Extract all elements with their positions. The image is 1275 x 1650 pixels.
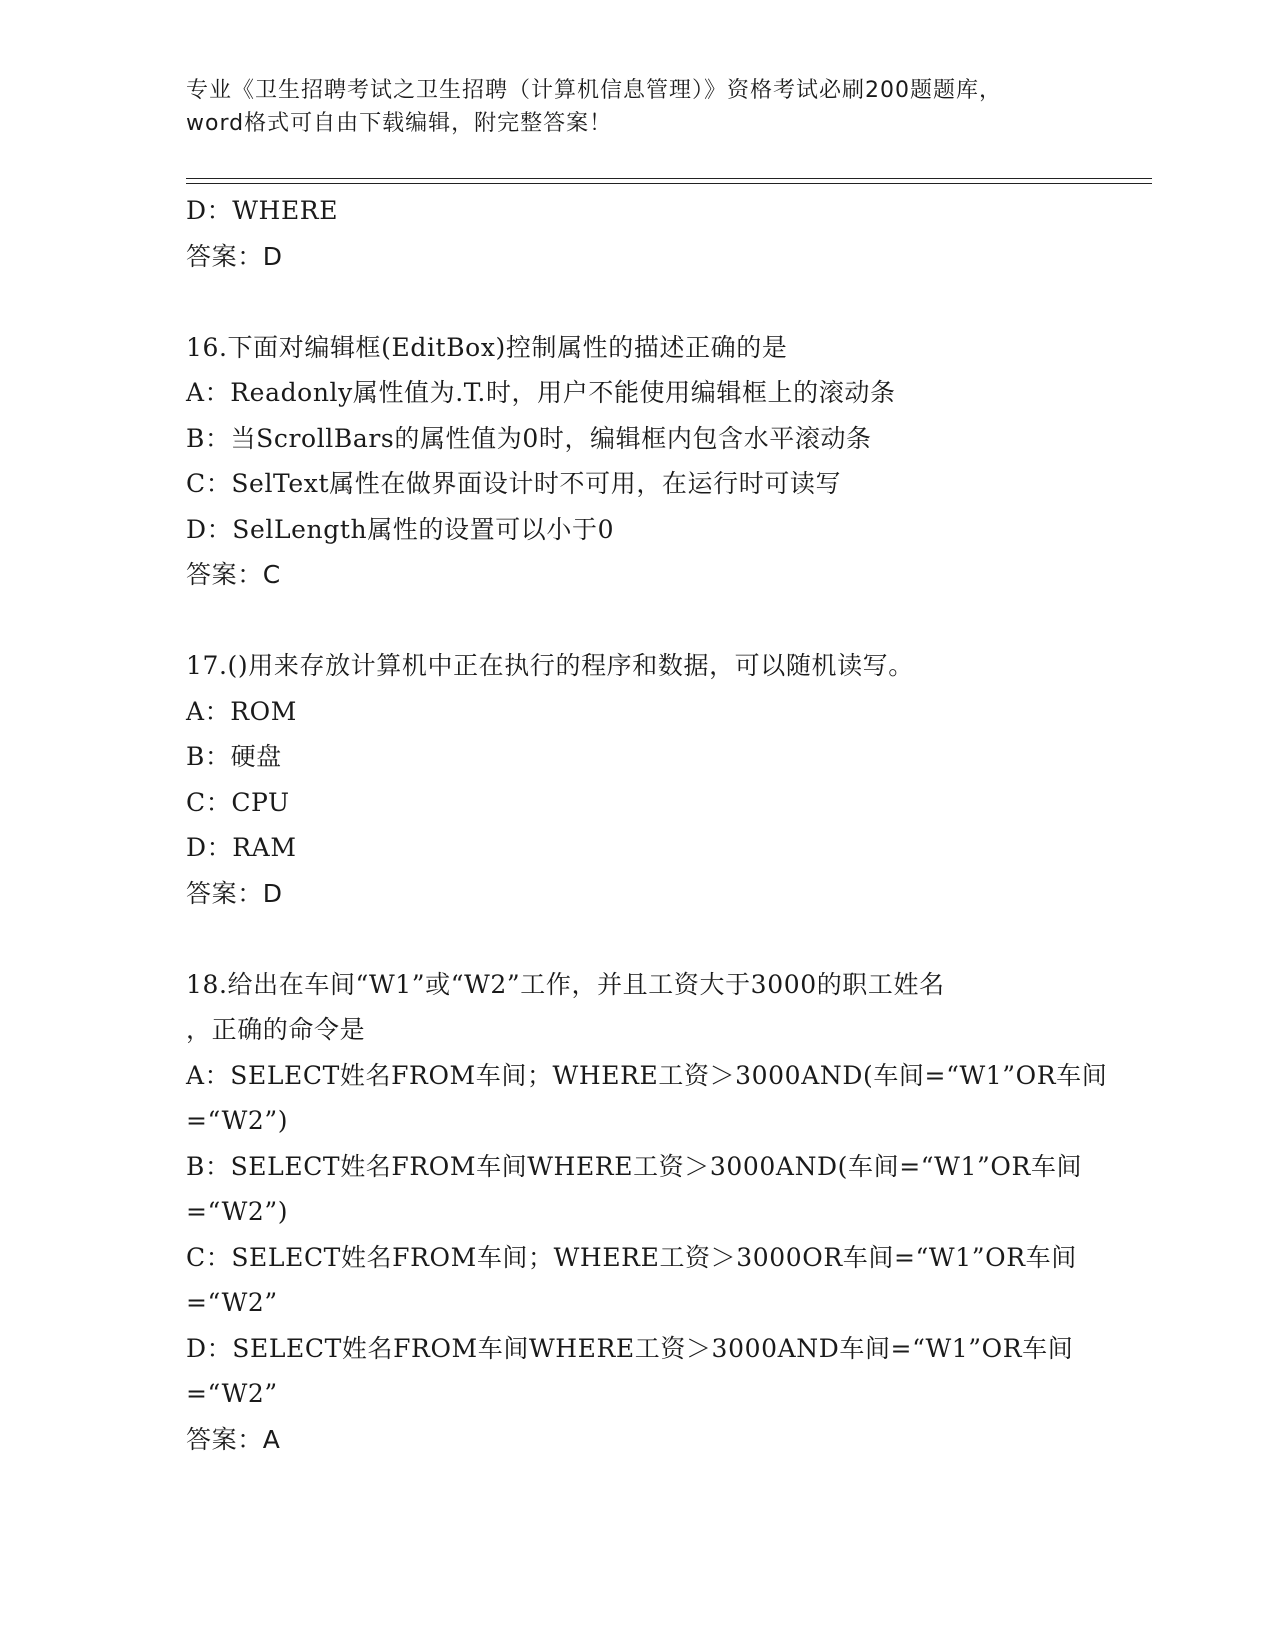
question-18-answer: 答案：A (186, 1424, 281, 1454)
spacer (186, 916, 1146, 962)
question-16-option-a: A：Readonly属性值为.T.时，用户不能使用编辑框上的滚动条 (186, 378, 896, 407)
question-17-option-d: D：RAM (186, 833, 297, 862)
question-18-option-b-line-1: B：SELECT姓名FROM车间WHERE工资＞3000AND(车间=“W1”OR车间 (186, 1151, 1083, 1181)
header-title-line-1: 专业《卫生招聘考试之卫生招聘（计算机信息管理）》资格考试必刷200题题库， (186, 78, 1002, 103)
document-body (186, 188, 1146, 1462)
question-16-text: 16.下面对编辑框(EditBox)控制属性的描述正确的是 (186, 332, 788, 362)
question-18-option-c-line-2: =“W2” (186, 1288, 278, 1317)
question-18-option-a-line-1: A：SELECT姓名FROM车间；WHERE工资＞3000AND(车间=“W1”OR车间 (186, 1060, 1108, 1090)
question-18 (186, 962, 1146, 1463)
question-18-option-a-line-2: =“W2”) (186, 1106, 289, 1135)
question-18-option-d-line-1: D：SELECT姓名FROM车间WHERE工资＞3000AND车间=“W1”OR车间 (186, 1333, 1074, 1363)
question-16 (186, 325, 1146, 598)
question-18-text-line-2: ，正确的命令是 (186, 1015, 366, 1044)
prev-option-d: D：WHERE (186, 196, 339, 225)
question-18-option-b-line-2: =“W2”) (186, 1197, 289, 1226)
header-title-line-2: word格式可自由下载编辑，附完整答案！ (186, 111, 613, 136)
question-17-option-b: B：硬盘 (186, 742, 282, 771)
question-16-option-d: D：SelLength属性的设置可以小于0 (186, 514, 615, 544)
header-divider-top (186, 178, 1152, 179)
header-divider-bottom (186, 183, 1152, 184)
question-17-text: 17.()用来存放计算机中正在执行的程序和数据，可以随机读写。 (186, 651, 914, 680)
question-16-option-c: C：SelText属性在做界面设计时不可用，在运行时可读写 (186, 469, 842, 498)
spacer (186, 598, 1146, 644)
question-17-option-a: A：ROM (186, 696, 297, 726)
question-16-answer: 答案：C (186, 560, 281, 589)
question-17-option-c: C：CPU (186, 787, 290, 817)
question-17 (186, 643, 1146, 916)
spacer (186, 279, 1146, 325)
question-18-option-d-line-2: =“W2” (186, 1379, 278, 1408)
document-header (186, 74, 1086, 140)
prev-answer: 答案：D (186, 241, 283, 271)
question-16-option-b: B：当ScrollBars的属性值为0时，编辑框内包含水平滚动条 (186, 423, 872, 453)
question-18-text-line-1: 18.给出在车间“W1”或“W2”工作，并且工资大于3000的职工姓名 (186, 969, 945, 999)
question-18-option-c-line-1: C：SELECT姓名FROM车间；WHERE工资＞3000OR车间=“W1”OR车间 (186, 1242, 1077, 1272)
question-17-answer: 答案：D (186, 878, 283, 908)
